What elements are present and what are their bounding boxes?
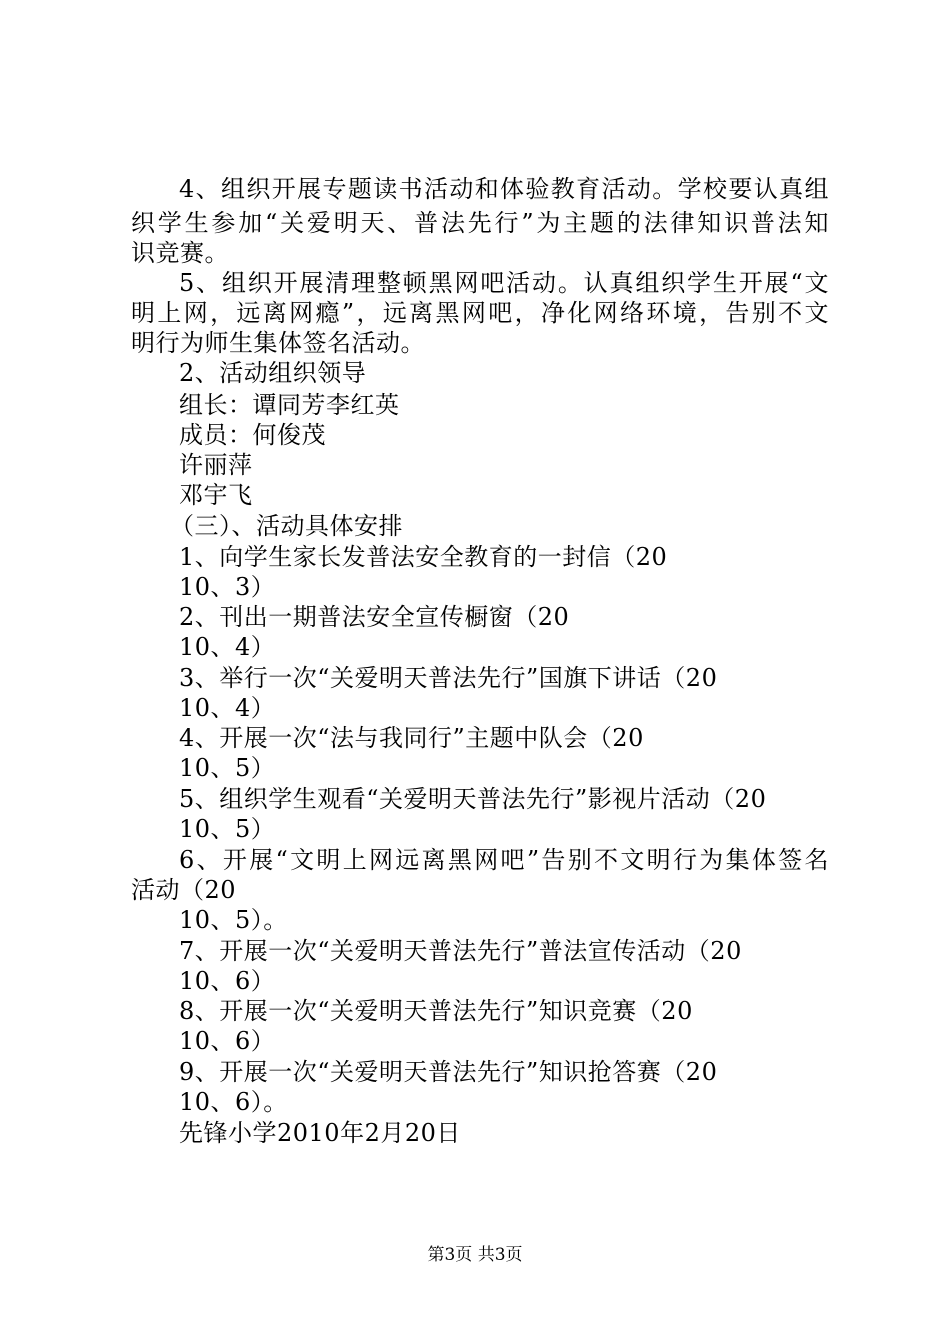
paragraph-line: 织学生参加“关爱明天、普法先行”为主题的法律知识普法知: [131, 209, 829, 237]
paragraph-line: 4、组织开展专题读书活动和体验教育活动。学校要认真组: [179, 175, 829, 203]
schedule-date: 10、6）: [179, 967, 276, 995]
schedule-date: 10、4）: [179, 633, 276, 661]
paragraph-line: 明行为师生集体签名活动。: [131, 329, 425, 357]
schedule-date: 10、3）: [179, 573, 276, 601]
schedule-item: 活动（20: [131, 876, 237, 904]
schedule-item: 8、开展一次“关爱明天普法先行”知识竞赛（20: [179, 997, 693, 1025]
paragraph-line: 5、组织开展清理整顿黑网吧活动。认真组织学生开展“文: [179, 269, 829, 297]
schedule-date: 10、5）。: [179, 906, 288, 934]
schedule-item: 1、向学生家长发普法安全教育的一封信（20: [179, 543, 668, 571]
schedule-date: 10、6）: [179, 1027, 276, 1055]
page-footer: 第3页 共3页: [427, 1245, 523, 1265]
schedule-item: 3、举行一次“关爱明天普法先行”国旗下讲话（20: [179, 664, 718, 692]
signature-date-line: 先锋小学2010年2月20日: [179, 1119, 461, 1147]
schedule-date: 10、5）: [179, 815, 276, 843]
section-heading: （三）、活动具体安排: [170, 512, 403, 540]
paragraph-line: 明上网，远离网瘾”，远离黑网吧，净化网络环境，告别不文: [131, 299, 829, 327]
section-heading: 2、活动组织领导: [179, 359, 367, 387]
team-member-line: 许丽萍: [179, 451, 253, 479]
schedule-date: 10、4）: [179, 694, 276, 722]
schedule-date: 10、5）: [179, 754, 276, 782]
schedule-item: 6、开展“文明上网远离黑网吧”告别不文明行为集体签名: [179, 846, 829, 874]
schedule-item: 5、组织学生观看“关爱明天普法先行”影视片活动（20: [179, 785, 767, 813]
paragraph-line: 识竞赛。: [131, 239, 229, 267]
schedule-item: 4、开展一次“法与我同行”主题中队会（20: [179, 724, 644, 752]
schedule-date: 10、6）。: [179, 1088, 288, 1116]
team-member-line: 成员：何俊茂: [179, 421, 326, 449]
team-member-line: 邓宇飞: [179, 481, 253, 509]
schedule-item: 7、开展一次“关爱明天普法先行”普法宣传活动（20: [179, 937, 742, 965]
schedule-item: 2、刊出一期普法安全宣传橱窗（20: [179, 603, 570, 631]
schedule-item: 9、开展一次“关爱明天普法先行”知识抢答赛（20: [179, 1058, 718, 1086]
team-leader-line: 组长：谭同芳李红英: [179, 391, 400, 419]
